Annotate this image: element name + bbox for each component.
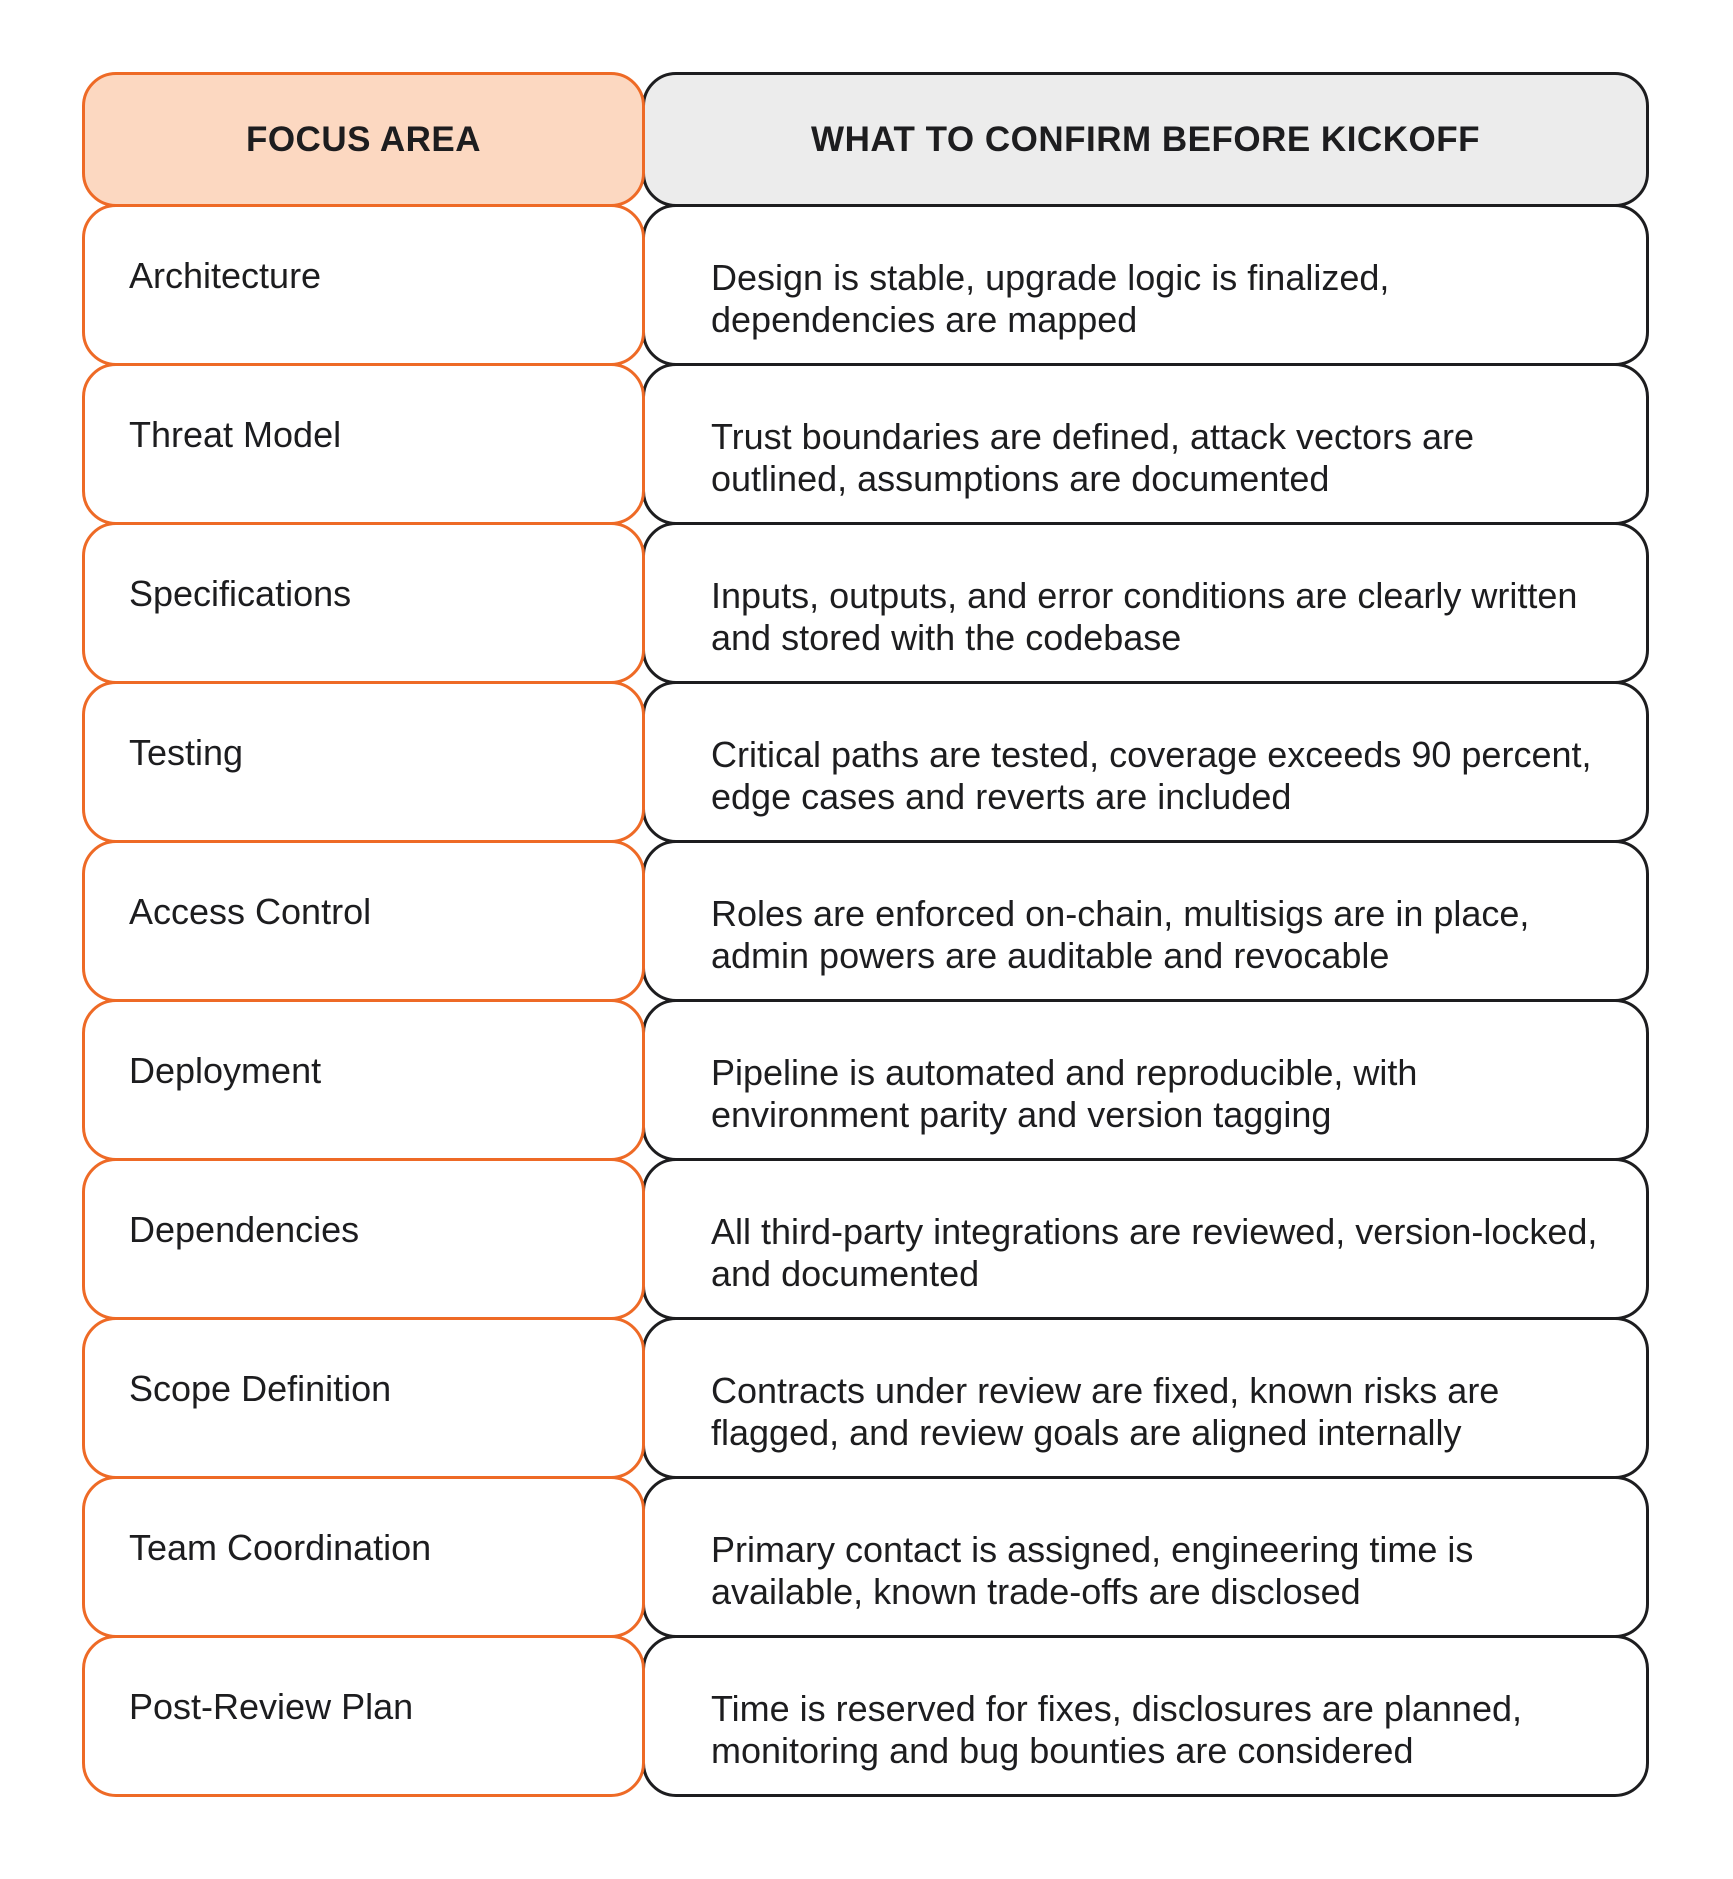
confirm-cell xyxy=(642,681,1649,843)
table-row xyxy=(82,1638,1652,1797)
focus-area-cell xyxy=(82,363,645,525)
table-row xyxy=(82,1002,1652,1161)
confirm-text: Contracts under review are fixed, known risks are flagged, and review goals are aligned internally xyxy=(711,1370,1500,1453)
table-row xyxy=(82,1320,1652,1479)
focus-area-cell xyxy=(82,522,645,684)
confirm-cell xyxy=(642,1476,1649,1638)
confirm-text: Primary contact is assigned, engineering time is available, known trade-offs are disclosed xyxy=(711,1529,1474,1612)
confirm-cell xyxy=(642,1635,1649,1797)
header-confirm-label: WHAT TO CONFIRM BEFORE KICKOFF xyxy=(811,119,1480,159)
focus-area-text: Specifications xyxy=(129,573,352,614)
focus-area-text: Access Control xyxy=(129,891,372,932)
confirm-cell xyxy=(642,522,1649,684)
checklist-table xyxy=(82,72,1652,1797)
confirm-text: Trust boundaries are defined, attack vectors are outlined, assumptions are documented xyxy=(711,416,1475,499)
focus-area-text: Architecture xyxy=(129,255,322,296)
confirm-text: Roles are enforced on-chain, multisigs are in place, admin powers are auditable and revocable xyxy=(711,893,1530,976)
focus-area-text: Post-Review Plan xyxy=(129,1686,414,1727)
confirm-cell xyxy=(642,840,1649,1002)
focus-area-cell xyxy=(82,681,645,843)
table-row xyxy=(82,366,1652,525)
confirm-cell xyxy=(642,204,1649,366)
table-row xyxy=(82,207,1652,366)
confirm-text: Pipeline is automated and reproducible, with environment parity and version tagging xyxy=(711,1052,1418,1135)
focus-area-cell xyxy=(82,1317,645,1479)
confirm-cell xyxy=(642,999,1649,1161)
focus-area-cell xyxy=(82,1158,645,1320)
focus-area-cell xyxy=(82,999,645,1161)
focus-area-cell xyxy=(82,840,645,1002)
focus-area-cell xyxy=(82,1635,645,1797)
focus-area-text: Dependencies xyxy=(129,1209,360,1250)
focus-area-text: Scope Definition xyxy=(129,1368,392,1409)
confirm-text: Inputs, outputs, and error conditions are clearly written and stored with the codebase xyxy=(711,575,1578,658)
confirm-cell xyxy=(642,363,1649,525)
confirm-text: Critical paths are tested, coverage exceeds 90 percent, edge cases and reverts are included xyxy=(711,734,1592,817)
table-row xyxy=(82,1161,1652,1320)
table-row xyxy=(82,525,1652,684)
confirm-text: All third-party integrations are reviewed, version-locked, and documented xyxy=(711,1211,1598,1294)
table-row xyxy=(82,1479,1652,1638)
confirm-cell xyxy=(642,1158,1649,1320)
header-focus-area xyxy=(82,72,645,207)
focus-area-cell xyxy=(82,1476,645,1638)
confirm-text: Design is stable, upgrade logic is finalized, dependencies are mapped xyxy=(711,257,1390,340)
confirm-cell xyxy=(642,1317,1649,1479)
confirm-text: Time is reserved for fixes, disclosures are planned, monitoring and bug bounties are considered xyxy=(711,1688,1523,1771)
header-focus-area-label: FOCUS AREA xyxy=(245,119,482,159)
table-header-row xyxy=(82,72,1652,207)
focus-area-text: Deployment xyxy=(129,1050,322,1091)
table-row xyxy=(82,843,1652,1002)
focus-area-text: Threat Model xyxy=(129,414,342,455)
focus-area-text: Team Coordination xyxy=(129,1527,432,1568)
focus-area-cell xyxy=(82,204,645,366)
table-row xyxy=(82,684,1652,843)
header-confirm xyxy=(642,72,1649,207)
focus-area-text: Testing xyxy=(129,732,244,773)
